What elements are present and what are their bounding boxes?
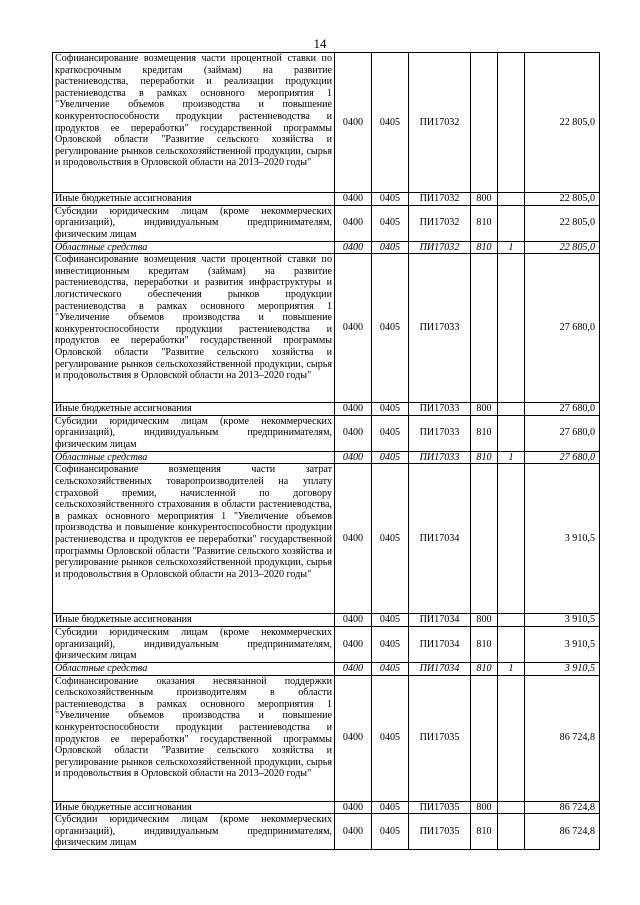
amount-cell: 3 910,5 xyxy=(525,626,600,662)
row-description: Областные средства xyxy=(53,451,335,464)
subsection-code: 0405 xyxy=(372,662,409,675)
table-row xyxy=(53,801,600,814)
row-description: Софинансирование возмещения части затрат сельскохозяйственных товаропроизводителей на уплату страховой премии, начисленной по договору сельскохозяйственного страхования в области растениеводства, в рамках основного мероприятия 1 "Увеличение объемов производства и повышение конкурентоспособности продукции растениеводства и продуктов ее переработки" государственной программы Орловской области "Развитие сельского хозяйства и регулирование рынков сельскохозяйственной продукции, сырья и продовольствия в Орловской области на 2013–2020 годы" xyxy=(53,464,335,614)
amount-cell: 27 680,0 xyxy=(525,451,600,464)
amount-cell: 3 910,5 xyxy=(525,662,600,675)
amount-cell: 27 680,0 xyxy=(525,254,600,403)
subsection-code: 0405 xyxy=(372,464,409,614)
subsection-code: 0405 xyxy=(372,193,409,206)
subsection-code: 0405 xyxy=(372,241,409,254)
table-row xyxy=(53,675,600,801)
section-code: 0400 xyxy=(335,193,372,206)
section-code: 0400 xyxy=(335,626,372,662)
row-description: Субсидии юридическим лицам (кроме некоммерческих организаций), индивидуальным предпринимателям, физическим лицам xyxy=(53,415,335,451)
target-article-code: ПИ17035 xyxy=(409,675,471,801)
expense-type-code: 810 xyxy=(471,662,498,675)
row-description: Иные бюджетные ассигнования xyxy=(53,801,335,814)
table-row xyxy=(53,403,600,416)
subsection-code: 0405 xyxy=(372,451,409,464)
table-row xyxy=(53,254,600,403)
amount-cell: 86 724,8 xyxy=(525,801,600,814)
target-article-code: ПИ17032 xyxy=(409,193,471,206)
subsection-code: 0405 xyxy=(372,801,409,814)
funding-source-code xyxy=(498,205,525,241)
subsection-code: 0405 xyxy=(372,53,409,193)
table-row xyxy=(53,415,600,451)
target-article-code: ПИ17032 xyxy=(409,241,471,254)
subsection-code: 0405 xyxy=(372,205,409,241)
target-article-code: ПИ17033 xyxy=(409,451,471,464)
expense-type-code: 810 xyxy=(471,415,498,451)
expense-type-code xyxy=(471,53,498,193)
target-article-code: ПИ17033 xyxy=(409,254,471,403)
target-article-code: ПИ17032 xyxy=(409,205,471,241)
amount-cell: 3 910,5 xyxy=(525,614,600,627)
amount-cell: 22 805,0 xyxy=(525,193,600,206)
table-row xyxy=(53,53,600,193)
expense-type-code: 800 xyxy=(471,614,498,627)
funding-source-code xyxy=(498,254,525,403)
section-code: 0400 xyxy=(335,662,372,675)
table-row xyxy=(53,814,600,850)
funding-source-code xyxy=(498,814,525,850)
amount-cell: 27 680,0 xyxy=(525,403,600,416)
table-row xyxy=(53,193,600,206)
section-code: 0400 xyxy=(335,464,372,614)
subsection-code: 0405 xyxy=(372,254,409,403)
funding-source-code xyxy=(498,801,525,814)
table-row xyxy=(53,626,600,662)
table-row xyxy=(53,464,600,614)
subsection-code: 0405 xyxy=(372,814,409,850)
expense-type-code: 810 xyxy=(471,241,498,254)
section-code: 0400 xyxy=(335,415,372,451)
amount-cell: 22 805,0 xyxy=(525,241,600,254)
table-row xyxy=(53,241,600,254)
target-article-code: ПИ17035 xyxy=(409,814,471,850)
expense-type-code xyxy=(471,675,498,801)
target-article-code: ПИ17034 xyxy=(409,626,471,662)
section-code: 0400 xyxy=(335,614,372,627)
funding-source-code: 1 xyxy=(498,241,525,254)
expense-type-code: 810 xyxy=(471,626,498,662)
expense-type-code: 810 xyxy=(471,814,498,850)
row-description: Иные бюджетные ассигнования xyxy=(53,193,335,206)
funding-source-code xyxy=(498,53,525,193)
section-code: 0400 xyxy=(335,53,372,193)
subsection-code: 0405 xyxy=(372,403,409,416)
section-code: 0400 xyxy=(335,254,372,403)
expense-type-code xyxy=(471,464,498,614)
target-article-code: ПИ17035 xyxy=(409,801,471,814)
target-article-code: ПИ17034 xyxy=(409,662,471,675)
target-article-code: ПИ17034 xyxy=(409,614,471,627)
expense-type-code: 810 xyxy=(471,451,498,464)
row-description: Софинансирование возмещения части процентной ставки по краткосрочным кредитам (займам) на развитие растениеводства, переработки и реализации продукции растениеводства в рамках основного мероприятия 1 "Увеличение объемов производства и повышение конкурентоспособности продукции растениеводства и продуктов ее переработки" государственной программы Орловской области "Развитие сельского хозяйства и регулирование рынков сельскохозяйственной продукции, сырья и продовольствия в Орловской области на 2013–2020 годы" xyxy=(53,53,335,193)
funding-source-code xyxy=(498,675,525,801)
target-article-code: ПИ17033 xyxy=(409,415,471,451)
target-article-code: ПИ17032 xyxy=(409,53,471,193)
section-code: 0400 xyxy=(335,801,372,814)
subsection-code: 0405 xyxy=(372,675,409,801)
funding-source-code: 1 xyxy=(498,662,525,675)
subsection-code: 0405 xyxy=(372,626,409,662)
funding-source-code xyxy=(498,464,525,614)
expense-type-code xyxy=(471,254,498,403)
target-article-code: ПИ17033 xyxy=(409,403,471,416)
section-code: 0400 xyxy=(335,403,372,416)
amount-cell: 22 805,0 xyxy=(525,53,600,193)
row-description: Иные бюджетные ассигнования xyxy=(53,614,335,627)
table-row xyxy=(53,451,600,464)
amount-cell: 22 805,0 xyxy=(525,205,600,241)
budget-table xyxy=(52,52,600,850)
amount-cell: 27 680,0 xyxy=(525,415,600,451)
row-description: Субсидии юридическим лицам (кроме некоммерческих организаций), индивидуальным предпринимателям, физическим лицам xyxy=(53,205,335,241)
expense-type-code: 800 xyxy=(471,801,498,814)
row-description: Областные средства xyxy=(53,662,335,675)
funding-source-code xyxy=(498,415,525,451)
expense-type-code: 800 xyxy=(471,403,498,416)
row-description: Софинансирование оказания несвязанной поддержки сельскохозяйственным производителям в области растениеводства в рамках основного мероприятия 1 "Увеличение объемов производства и повышение конкурентоспособности продукции растениеводства и продуктов ее переработки" государственной программы Орловской области "Развитие сельского хозяйства и регулирование рынков сельскохозяйственной продукции, сырья и продовольствия в Орловской области на 2013–2020 годы" xyxy=(53,675,335,801)
amount-cell: 86 724,8 xyxy=(525,675,600,801)
funding-source-code xyxy=(498,403,525,416)
row-description: Областные средства xyxy=(53,241,335,254)
subsection-code: 0405 xyxy=(372,614,409,627)
row-description: Субсидии юридическим лицам (кроме некоммерческих организаций), индивидуальным предпринимателям, физическим лицам xyxy=(53,626,335,662)
subsection-code: 0405 xyxy=(372,415,409,451)
target-article-code: ПИ17034 xyxy=(409,464,471,614)
row-description: Софинансирование возмещения части процентной ставки по инвестиционным кредитам (займам) на развитие растениеводства, переработки и развития инфраструктуры и логистического обеспечения рынков продукции растениеводства в рамках основного мероприятия 1 "Увеличение объемов производства и повышение конкурентоспособности продукции растениеводства и продуктов ее переработки" государственной программы Орловской области "Развитие сельского хозяйства и регулирование рынков сельскохозяйственной продукции, сырья и продовольствия в Орловской области на 2013–2020 годы" xyxy=(53,254,335,403)
funding-source-code: 1 xyxy=(498,451,525,464)
expense-type-code: 800 xyxy=(471,193,498,206)
section-code: 0400 xyxy=(335,814,372,850)
section-code: 0400 xyxy=(335,451,372,464)
funding-source-code xyxy=(498,614,525,627)
section-code: 0400 xyxy=(335,241,372,254)
section-code: 0400 xyxy=(335,675,372,801)
table-row xyxy=(53,614,600,627)
table-row xyxy=(53,662,600,675)
page-number: 14 xyxy=(313,36,327,51)
row-description: Субсидии юридическим лицам (кроме некоммерческих организаций), индивидуальным предпринимателям, физическим лицам xyxy=(53,814,335,850)
funding-source-code xyxy=(498,193,525,206)
row-description: Иные бюджетные ассигнования xyxy=(53,403,335,416)
amount-cell: 86 724,8 xyxy=(525,814,600,850)
amount-cell: 3 910,5 xyxy=(525,464,600,614)
expense-type-code: 810 xyxy=(471,205,498,241)
funding-source-code xyxy=(498,626,525,662)
table-row xyxy=(53,205,600,241)
section-code: 0400 xyxy=(335,205,372,241)
